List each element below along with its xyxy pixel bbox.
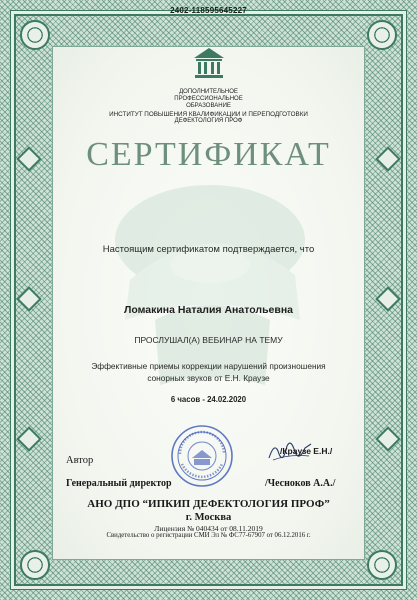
organization-name: АНО ДПО “ИПКИП ДЕФЕКТОЛОГИЯ ПРОФ” — [87, 498, 330, 510]
listened-text: ПРОСЛУШАЛ(А) ВЕБИНАР НА ТЕМУ — [134, 335, 283, 345]
institute-line: ДОПОЛНИТЕЛЬНОЕ — [179, 89, 238, 95]
webinar-topic-continued: сонорных звуков от Е.Н. Краузе — [147, 373, 270, 383]
institute-building-icon — [190, 44, 228, 82]
director-label: Генеральный директор — [66, 478, 172, 489]
corner-ornament — [20, 550, 50, 580]
webinar-topic: Эффективные приемы коррекции нарушений произношения — [91, 361, 326, 371]
corner-ornament — [367, 20, 397, 50]
city: г. Москва — [185, 512, 232, 523]
license-text: Лицензия № 040434 от 08.11.2019 — [154, 524, 263, 533]
corner-ornament — [20, 20, 50, 50]
recipient-name: Ломакина Наталия Анатольевна — [123, 304, 293, 316]
institute-name: ИНСТИТУТ ПОВЫШЕНИЯ КВАЛИФИКАЦИИ И ПЕРЕПОДГОТОВКИ — [109, 111, 308, 118]
seal-stamp — [170, 424, 234, 488]
hours-and-date: 6 часов - 24.02.2020 — [170, 395, 247, 404]
certificate-title: СЕРТИФИКАТ — [86, 136, 331, 173]
serial-number: 2402-118595645227 — [170, 6, 247, 15]
corner-ornament — [367, 550, 397, 580]
institute-line: ОБРАЗОВАНИЕ — [186, 103, 231, 109]
institute-brand: ДЕФЕКТОЛОГИЯ ПРОФ — [174, 118, 243, 124]
institute-line: ПРОФЕССИОНАЛЬНОЕ — [174, 96, 243, 102]
author-label: Автор — [66, 455, 94, 466]
director-name: /Чесноков А.А./ — [265, 478, 336, 489]
author-name: /Краузе Е.Н./ — [280, 446, 333, 456]
registration-text: Свидетельство о регистрации СМИ Эл № ФС77-67907 от 06.12.2016 г. — [106, 532, 311, 539]
confirmation-text: Настоящим сертификатом подтверждается, что — [102, 244, 315, 255]
